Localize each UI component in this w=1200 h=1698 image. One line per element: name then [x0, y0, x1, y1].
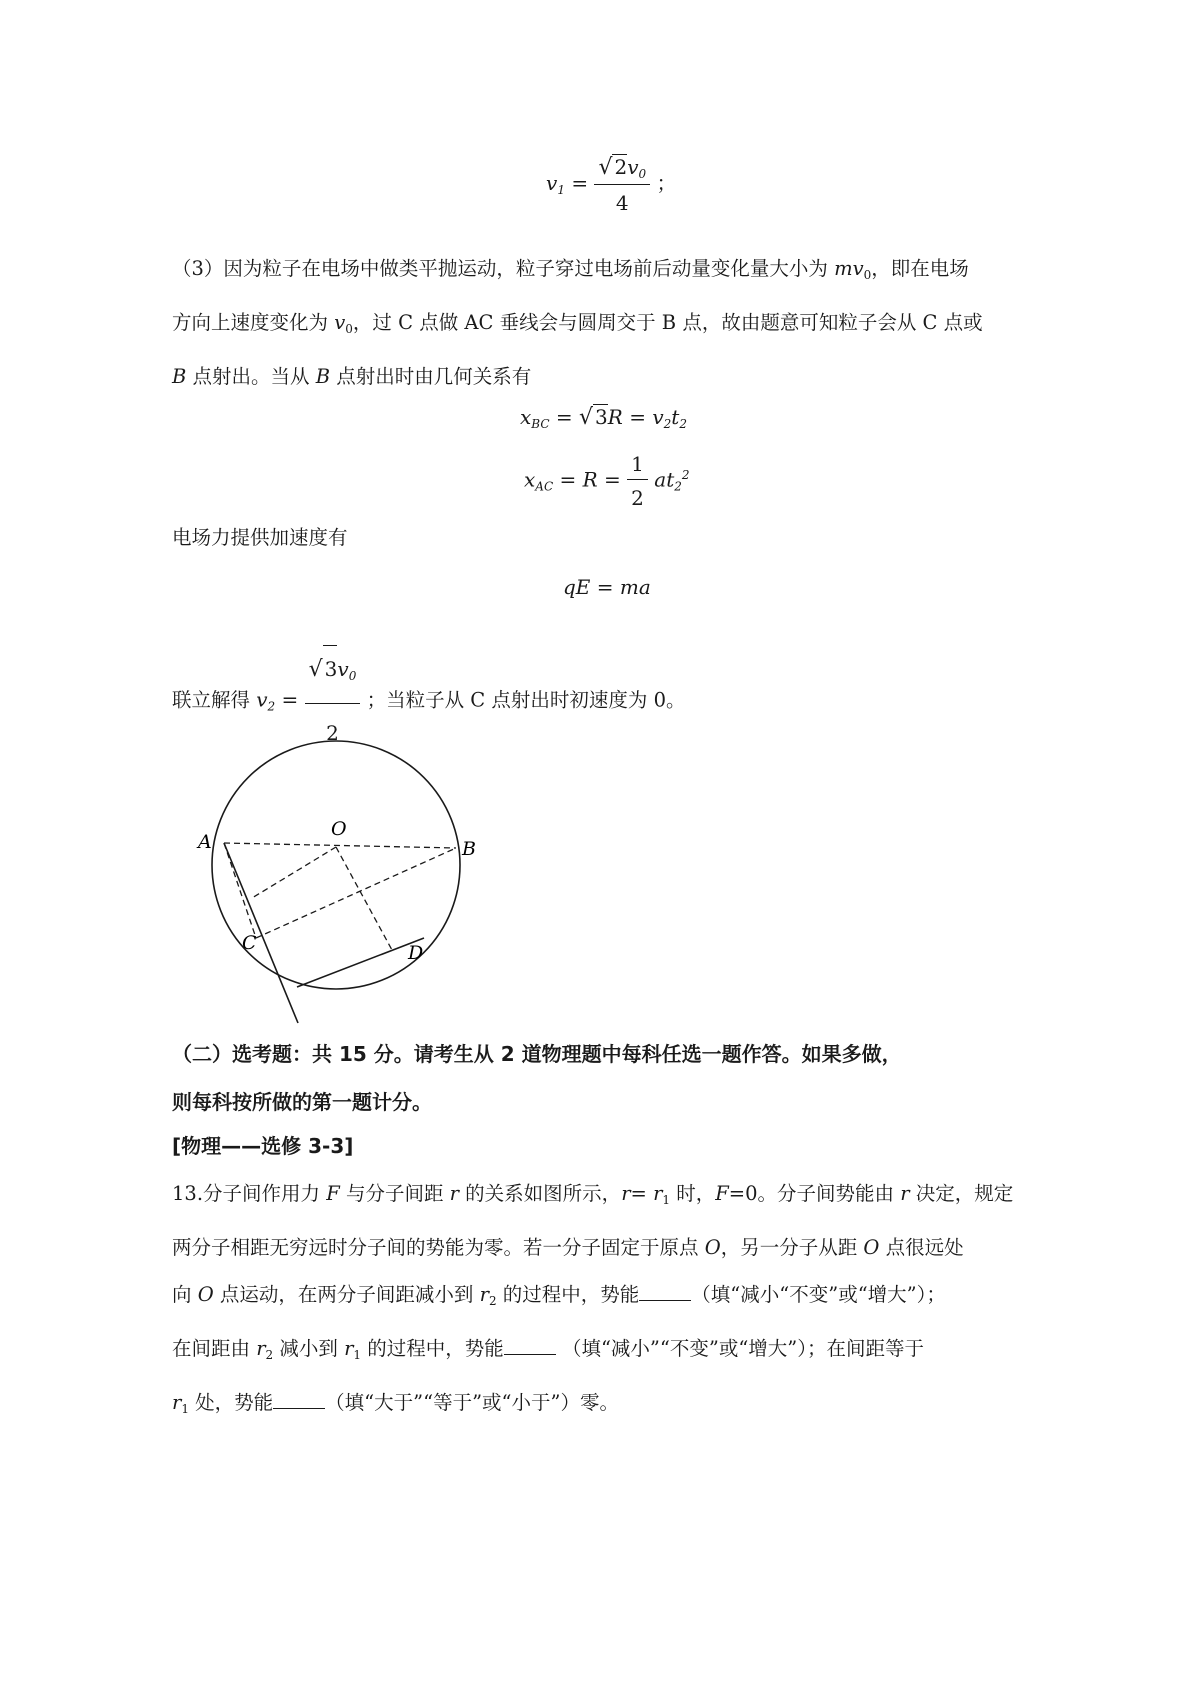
equation-xac: $x_{AC} = R$ = $\frac{1}{2}$ $at_2^2$ [524, 452, 690, 510]
equation-qe: qE = ma [563, 575, 651, 599]
line-a-extension [224, 843, 298, 1023]
answer-blank-1[interactable] [639, 1282, 691, 1301]
line-cd [297, 938, 424, 987]
force-text: 电场力提供加速度有 [172, 526, 348, 549]
equation-v1: $v_1$ = $\frac{√ 2v_0}{4}$ ； [546, 155, 677, 215]
solve-line: 联立解得 $v_2$ = $\frac{√ 3v_0}{2}$ ；当粒子从 C 点射出时初速度为 0。 [172, 645, 1032, 757]
label-c: C [242, 932, 257, 954]
part3-paragraph: （3）因为粒子在电场中做类平抛运动，粒子穿过电场前后动量变化量大小为 $mv_0$，即在电场 方向上速度变化为 $v_0$，过 C 点做 AC 垂线会与圆周交于 B 点，故由题意可知粒子会从 C 点或 B 点射出。当从 B 点射出时由几何关系有 [172, 257, 983, 388]
line-o-d-dashed [336, 847, 392, 950]
answer-blank-2[interactable] [504, 1336, 556, 1355]
geometry-diagram [190, 735, 490, 1025]
answer-blank-3[interactable] [273, 1390, 325, 1409]
section2-heading: （二）选考题：共 15 分。请考生从 2 道物理题中每科任选一题作答。如果多做， 则每科按所做的第一题计分。 [172, 1042, 902, 1114]
section2-subheading: [物理——选修 3-3] [172, 1134, 354, 1158]
label-o: O [331, 818, 347, 840]
label-d: D [408, 942, 424, 964]
line-a-c-dashed [224, 843, 256, 938]
equation-xbc: $x_{BC}$ = √ $3R = v_2t_2$ [520, 405, 687, 431]
label-a: A [198, 831, 212, 853]
question-13: 13.分子间作用力 F 与分子间距 r 的关系如图所示，$r= r_1$ 时，F=0。分子间势能由 r 决定，规定 两分子相距无穷远时分子间的势能为零。若一分子固定于原点 O，另一分子从距 O 点很远处 向 O 点运动，在两分子间距减小到 $r_2$ 的过程中，势能 （填“减小“不变”或“增大”）； 在间距由 $r_2$ 减小到 $r_1$ 的过程中，势能 （填“减小”“不变”或“增大”）；在间距等于 $r_1$ 处，势能 （填“大于”“等于”或“小于”）零。 [172, 1182, 1014, 1416]
line-c-b-dashed [256, 848, 456, 938]
line-ab [224, 843, 456, 848]
label-b: B [462, 838, 476, 860]
line-o-dashed [252, 847, 336, 898]
